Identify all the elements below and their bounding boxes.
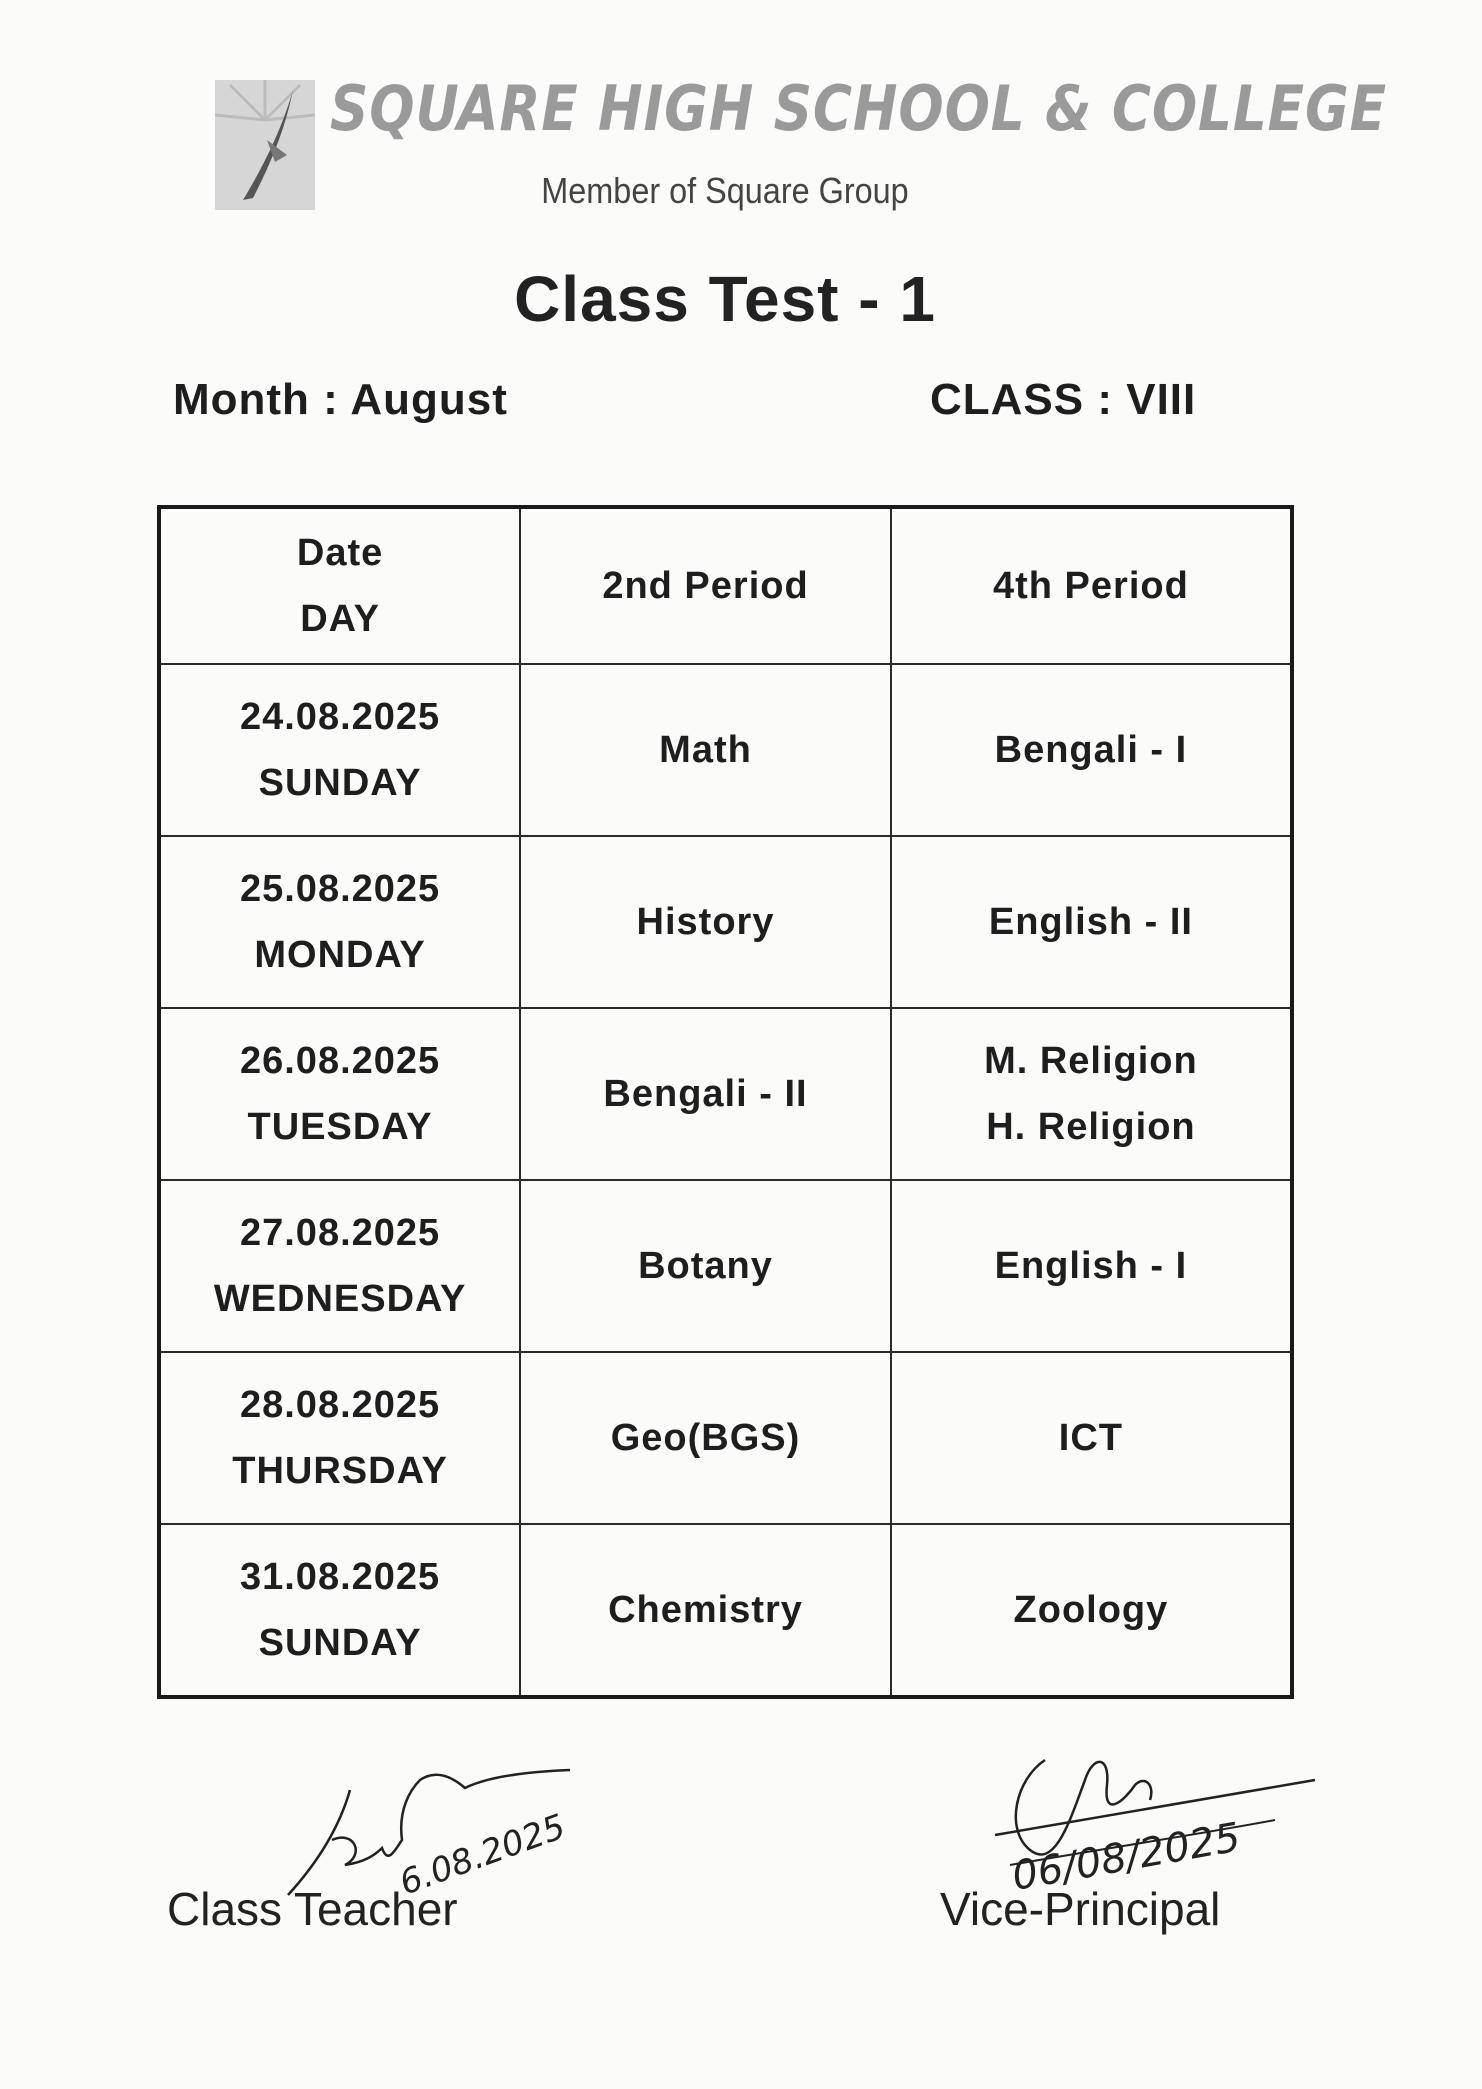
header-day: DAY: [300, 598, 380, 640]
row-date: 26.08.2025: [239, 1040, 441, 1082]
period2-subject: Botany: [520, 1180, 891, 1352]
date-cell: [159, 1352, 520, 1524]
row-day: SUNDAY: [258, 1622, 422, 1664]
school-name: SQUARE HIGH SCHOOL & COLLEGE: [330, 72, 1387, 145]
exam-schedule-table: [157, 505, 1294, 1699]
header-2nd-period: 2nd Period: [520, 507, 891, 664]
table-row: [159, 1352, 1292, 1524]
teacher-signature-date: 6.08.2025: [394, 1806, 571, 1904]
date-cell: [159, 1180, 520, 1352]
period4-subject: Bengali - I: [891, 664, 1292, 836]
period2-subject: History: [520, 836, 891, 1008]
month-label: Month : August: [173, 375, 508, 424]
date-cell: [159, 836, 520, 1008]
header-date: Date: [296, 532, 384, 574]
row-day: THURSDAY: [232, 1450, 448, 1492]
class-label: CLASS : VIII: [930, 375, 1197, 424]
table-row: [159, 1180, 1292, 1352]
row-day: MONDAY: [254, 934, 426, 976]
table-row: [159, 1524, 1292, 1697]
table-header-row: [159, 507, 1292, 664]
period4-subject: ICT: [891, 1352, 1292, 1524]
period4-subject-line1: M. Religion: [984, 1040, 1198, 1082]
row-day: WEDNESDAY: [213, 1278, 467, 1320]
row-date: 31.08.2025: [239, 1556, 441, 1598]
page-title: Class Test - 1: [514, 263, 936, 335]
row-day: TUESDAY: [247, 1106, 433, 1148]
period2-subject: Math: [520, 664, 891, 836]
date-cell: [159, 1008, 520, 1180]
table-row: [159, 836, 1292, 1008]
school-tagline: Member of Square Group: [541, 170, 909, 211]
row-date: 27.08.2025: [239, 1212, 441, 1254]
date-cell: [159, 664, 520, 836]
period2-subject: Bengali - II: [520, 1008, 891, 1180]
vice-principal-label: Vice-Principal: [940, 1883, 1221, 1935]
period2-subject: Geo(BGS): [520, 1352, 891, 1524]
date-cell: [159, 1524, 520, 1697]
class-teacher-label: Class Teacher: [167, 1883, 458, 1935]
header-date-day: [159, 507, 520, 664]
period4-subject-line2: H. Religion: [986, 1106, 1196, 1148]
table-row: [159, 664, 1292, 836]
period4-subject: English - II: [891, 836, 1292, 1008]
table-row: [159, 1008, 1292, 1180]
row-date: 25.08.2025: [239, 868, 441, 910]
header-4th-period: 4th Period: [891, 507, 1292, 664]
period4-subject: Zoology: [891, 1524, 1292, 1697]
period2-subject: Chemistry: [520, 1524, 891, 1697]
row-date: 24.08.2025: [239, 696, 441, 738]
period4-subject: English - I: [891, 1180, 1292, 1352]
vp-signature-date: 06/08/2025: [1008, 1814, 1244, 1900]
row-date: 28.08.2025: [239, 1384, 441, 1426]
period4-subject: [891, 1008, 1292, 1180]
row-day: SUNDAY: [258, 762, 422, 804]
